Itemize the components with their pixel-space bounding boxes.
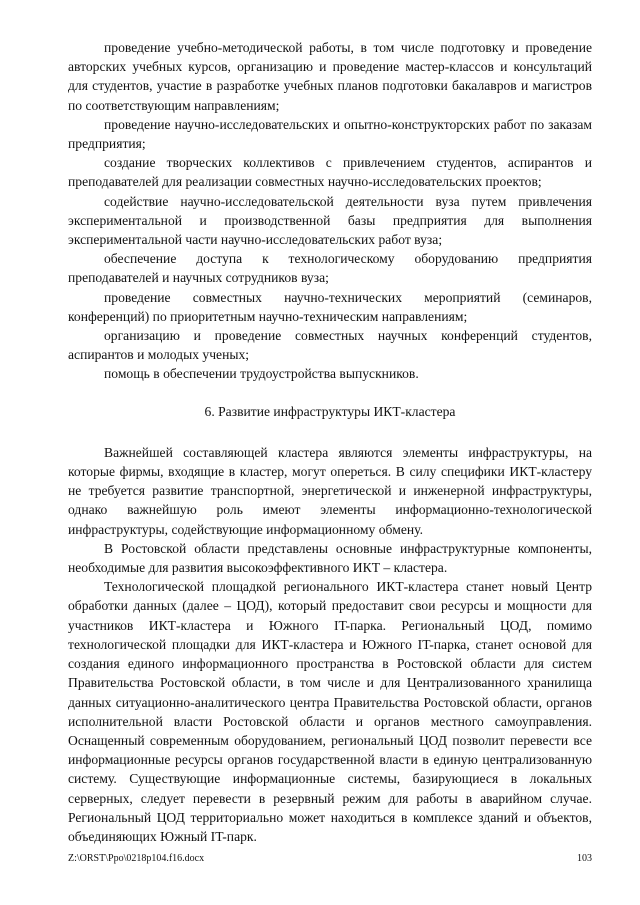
- list-item: организацию и проведение совместных научных конференций студентов, аспирантов и молодых ученых;: [68, 328, 592, 363]
- paragraph: Технологической площадкой регионального ИКТ-кластера станет новый Центр обработки данных (далее – ЦОД), который предоставит свои ресурсы и мощности для участников ИКТ-кластера и Южного IT-парка. Региональный ЦОД, помимо технологической площадки для ИКТ-кластера и Южного IT-парка, станет основой для создания единого информационного пространства в Ростовской области для систем Правительства Ростовской области, в том числе и для Централизованного хранилища данных ситуационно-аналитического центра Правительства Ростовской области, органов исполнительной власти Ростовской области и органов местного самоуправления. Оснащенный современным оборудованием, региональный ЦОД позволит перевести все информационные ресурсы органов государственной власти в единую централизованную систему. Существующие информационные системы, базирующиеся в локальных серверных, следует перевести в резервный режим для работы в аварийном случае. Региональный ЦОД территориально может находиться в комплексе зданий и объектов, объединяющих Южный IT-парк.: [68, 579, 592, 844]
- list-item: проведение учебно-методической работы, в том числе подготовку и проведение авторских учебных курсов, организацию и проведение мастер-классов и консультаций для студентов, участие в разработке учебных планов подготовки бакалавров и магистров по соответствующим направлениям;: [68, 40, 592, 113]
- footer-file-path: Z:\ORST\Ppo\0218p104.f16.docx: [68, 853, 205, 864]
- list-item: содействие научно-исследовательской деятельности вуза путем привлечения экспериментальной и производственной базы предприятия для выполнения экспериментальной части научно-исследовательских работ вуза;: [68, 193, 592, 248]
- list-item: обеспечение доступа к технологическому оборудованию предприятия преподавателей и научных сотрудников вуза;: [68, 251, 592, 286]
- page-content: [68, 38, 592, 846]
- list-item: проведение совместных научно-технических мероприятий (семинаров, конференций) по приоритетным научно-техническим направлениям;: [68, 289, 592, 324]
- list-item: создание творческих коллективов с привлечением студентов, аспирантов и преподавателей для реализации совместных научно-исследовательских проектов;: [68, 155, 592, 190]
- list-item: помощь в обеспечении трудоустройства выпускников.: [104, 366, 419, 382]
- section-heading: 6. Развитие инфраструктуры ИКТ-кластера: [204, 403, 456, 419]
- page-footer: [68, 853, 592, 864]
- paragraph: Важнейшей составляющей кластера являются элементы инфраструктуры, на которые фирмы, входящие в кластер, могут опереться. В силу специфики ИКТ-кластеру не требуется развитие транспортной, энергетической и инженерной инфраструктуры, однако важнейшую роль имеют элементы информационно-технологической инфраструктуры, содействующие информационному обмену.: [68, 444, 592, 537]
- paragraph: В Ростовской области представлены основные инфраструктурные компоненты, необходимые для развития высокоэффективного ИКТ – кластера.: [68, 540, 592, 576]
- list-item: проведение научно-исследовательских и опытно-конструкторских работ по заказам предприятия;: [68, 116, 592, 152]
- page-number: 103: [577, 853, 592, 864]
